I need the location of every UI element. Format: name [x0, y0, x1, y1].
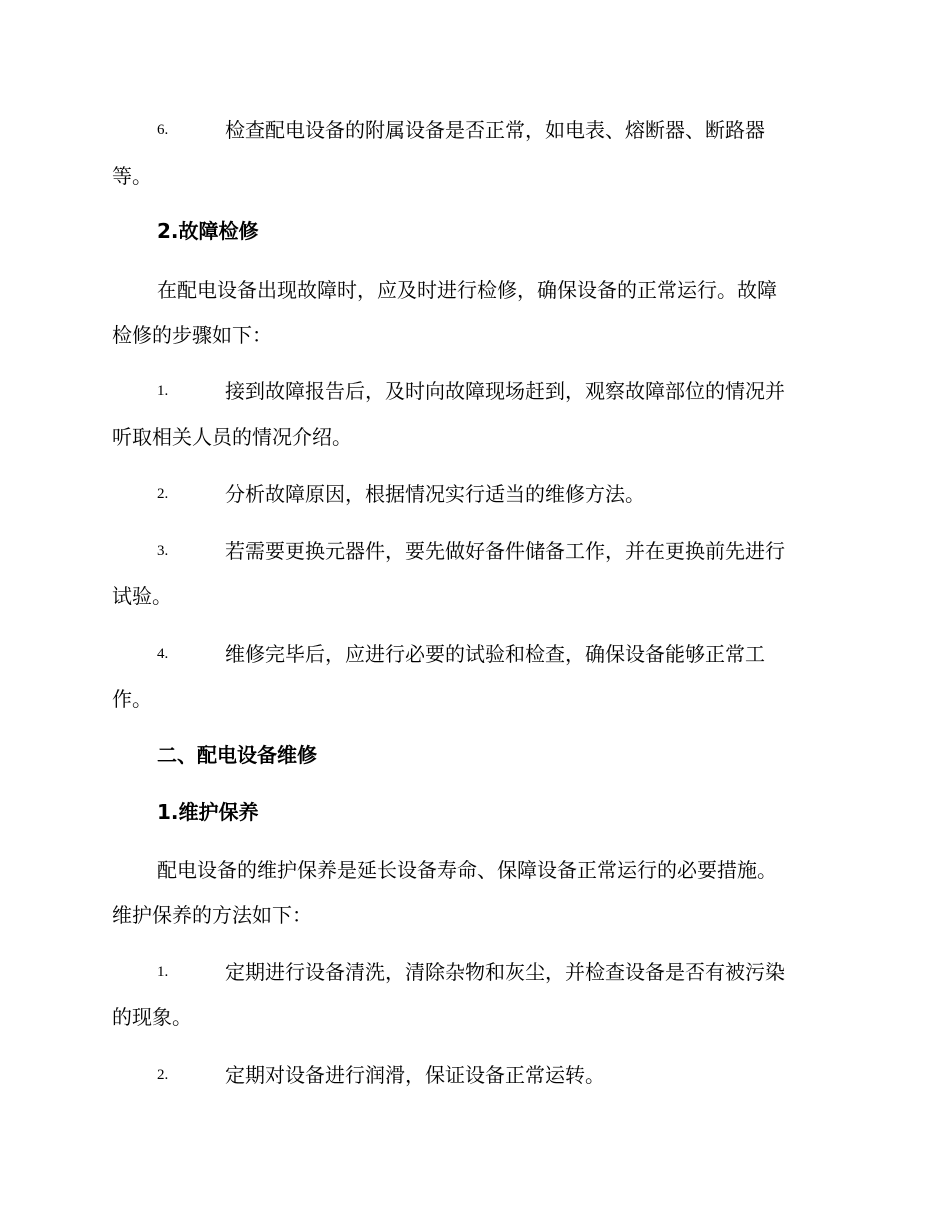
list-item-text: 分析故障原因，根据情况实行适当的维修方法。	[225, 482, 645, 506]
list-item-number: 4.	[157, 646, 169, 662]
list-item-text-continued: 等。	[112, 164, 152, 188]
section-heading-fault-repair: 2.故障检修	[157, 219, 259, 243]
list-item-number: 6.	[157, 122, 169, 138]
list-item-text-continued: 试验。	[112, 584, 172, 608]
list-item-text-continued: 的现象。	[112, 1005, 192, 1029]
list-item-text: 定期进行设备清洗，清除杂物和灰尘，并检查设备是否有被污染	[225, 960, 785, 984]
list-item-number: 2.	[157, 1067, 169, 1083]
list-item-text: 若需要更换元器件，要先做好备件储备工作，并在更换前先进行	[225, 539, 785, 563]
list-item-text-continued: 听取相关人员的情况介绍。	[112, 425, 352, 449]
paragraph-text-continued: 维护保养的方法如下：	[112, 903, 312, 927]
paragraph-text-continued: 检修的步骤如下：	[112, 323, 272, 347]
list-item-text: 定期对设备进行润滑，保证设备正常运转。	[225, 1063, 605, 1087]
list-item-text: 维修完毕后，应进行必要的试验和检查，确保设备能够正常工	[225, 642, 765, 666]
list-item-number: 3.	[157, 543, 169, 559]
section-heading-equipment-repair: 二、配电设备维修	[157, 743, 317, 767]
list-item-text: 检查配电设备的附属设备是否正常，如电表、熔断器、断路器	[225, 118, 765, 142]
list-item-number: 2.	[157, 486, 169, 502]
list-item-number: 1.	[157, 964, 169, 980]
section-heading-maintenance: 1.维护保养	[157, 800, 259, 824]
list-item-text: 接到故障报告后，及时向故障现场赶到，观察故障部位的情况并	[225, 379, 785, 403]
list-item-text-continued: 作。	[112, 687, 152, 711]
list-item-number: 1.	[157, 383, 169, 399]
paragraph-text: 配电设备的维护保养是延长设备寿命、保障设备正常运行的必要措施。	[157, 858, 777, 882]
paragraph-text: 在配电设备出现故障时，应及时进行检修，确保设备的正常运行。故障	[157, 278, 777, 302]
